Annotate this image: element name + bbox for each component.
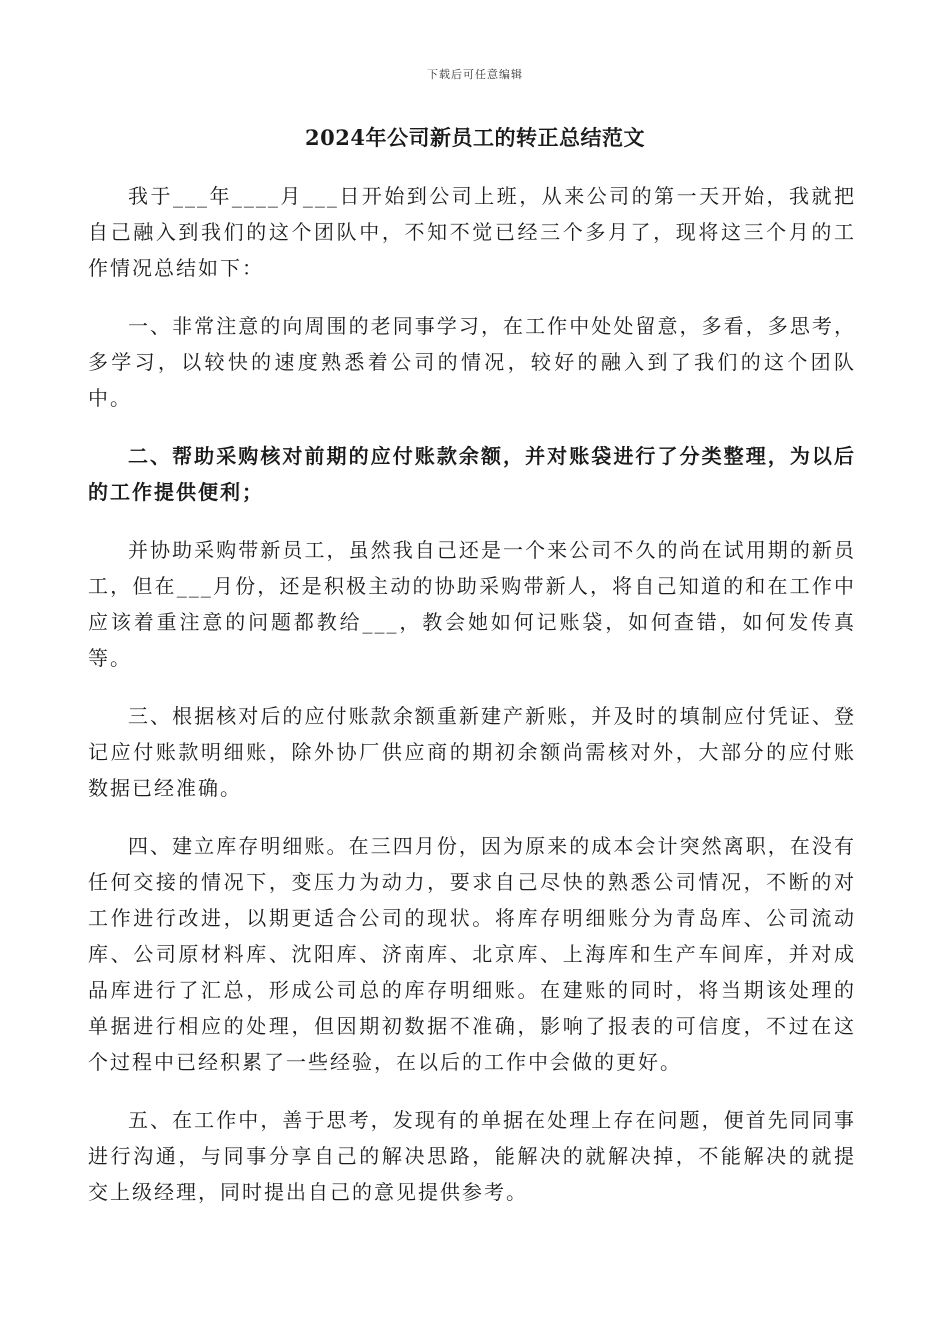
header-note: 下载后可任意编辑	[427, 68, 523, 81]
paragraph-item-4: 四、建立库存明细账。在三四月份，因为原来的成本会计突然离职，在没有任何交接的情况下，变压力为动力，要求自己尽快的熟悉公司情况，不断的对工作进行改进，以期更适合公司的现状。将库存明细账分为青岛库、公司流动库、公司原材料库、沈阳库、济南库、北京库、上海库和生产车间库，并对成品库进行了汇总，形成公司总的库存明细账。在建账的同时，将当期该处理的单据进行相应的处理，但因期初数据不准确，影响了报表的可信度，不过在这个过程中已经积累了一些经验，在以后的工作中会做的更好。	[88, 834, 856, 1074]
document-body	[88, 178, 856, 1232]
paragraph-item-3: 三、根据核对后的应付账款余额重新建产新账，并及时的填制应付凭证、登记应付账款明细账，除外协厂供应商的期初余额尚需核对外，大部分的应付账数据已经准确。	[88, 704, 856, 800]
paragraph-intro: 我于___年____月___日开始到公司上班，从来公司的第一天开始，我就把自己融入到我们的这个团队中，不知不觉已经三个多月了，现将这三个月的工作情况总结如下：	[88, 184, 856, 280]
paragraph-item-2-detail: 并协助采购带新员工，虽然我自己还是一个来公司不久的尚在试用期的新员工，但在___月份，还是积极主动的协助采购带新人，将自己知道的和在工作中应该着重注意的问题都教给___，教会她如何记账袋，如何查错，如何发传真等。	[88, 538, 856, 670]
paragraph-item-1: 一、非常注意的向周围的老同事学习，在工作中处处留意，多看，多思考，多学习，以较快的速度熟悉着公司的情况，较好的融入到了我们的这个团队中。	[88, 314, 856, 410]
paragraph-item-2: 二、帮助采购核对前期的应付账款余额，并对账袋进行了分类整理，为以后的工作提供便利；	[88, 444, 856, 504]
paragraph-item-5: 五、在工作中，善于思考，发现有的单据在处理上存在问题，便首先同同事进行沟通，与同事分享自己的解决思路，能解决的就解决掉，不能解决的就提交上级经理，同时提出自己的意见提供参考。	[88, 1108, 856, 1204]
document-title: 2024年公司新员工的转正总结范文	[305, 125, 645, 150]
